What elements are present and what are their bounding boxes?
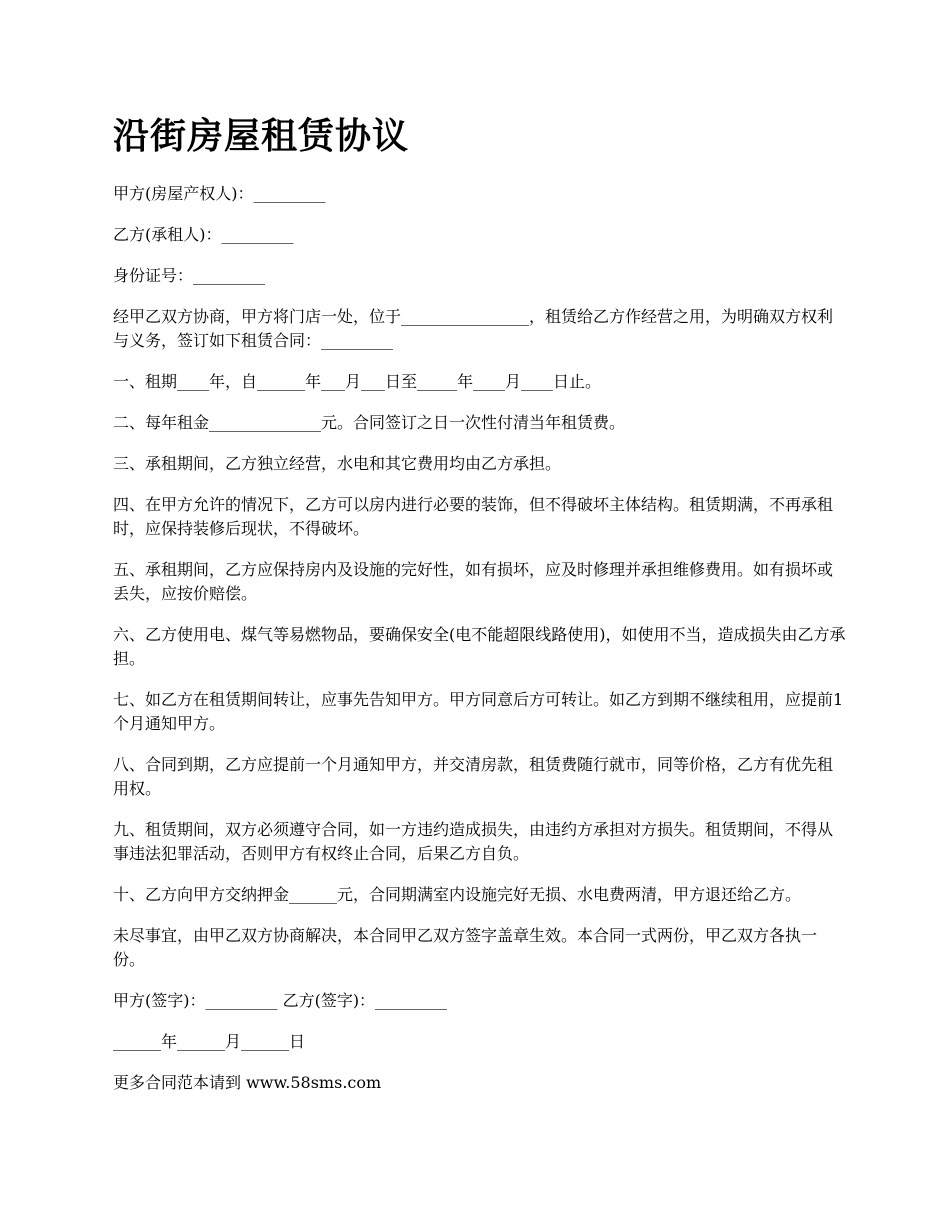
- footer-note: 更多合同范本请到 www.58sms.com: [113, 1073, 382, 1092]
- clause-1: 一、租期____年，自______年___月___日至_____年____月____日止。: [113, 372, 602, 391]
- clause-5: 五、承租期间，乙方应保持房内及设施的完好性，如有损坏，应及时修理并承担维修费用。如有损坏或丢失，应按价赔偿。: [113, 560, 834, 603]
- clause-2: 二、每年租金______________元。合同签订之日一次性付清当年租赁费。: [113, 413, 626, 432]
- document-title: 沿街房屋租赁协议: [113, 115, 410, 157]
- clause-4: 四、在甲方允许的情况下，乙方可以房内进行必要的装饰，但不得破坏主体结构。租赁期满，不再承租时，应保持装修后现状，不得破坏。: [113, 495, 834, 538]
- document-page: [113, 112, 848, 1112]
- clause-7: 七、如乙方在租赁期间转让，应事先告知甲方。甲方同意后方可转让。如乙方到期不继续租用，应提前1个月通知甲方。: [113, 690, 844, 733]
- party-b-line: 乙方(承租人)：_________: [113, 225, 294, 244]
- preamble-paragraph: 经甲乙双方协商，甲方将门店一处，位于________________，租赁给乙方作经营之用，为明确双方权利与义务，签订如下租赁合同：_________: [113, 307, 834, 350]
- closing-paragraph: 未尽事宜，由甲乙双方协商解决，本合同甲乙双方签字盖章生效。本合同一式两份，甲乙双方各执一份。: [113, 926, 818, 969]
- signature-line: 甲方(签字)：_________ 乙方(签字)：_________: [113, 991, 448, 1010]
- clause-6: 六、乙方使用电、煤气等易燃物品，要确保安全(电不能超限线路使用)，如使用不当，造成损失由乙方承担。: [113, 625, 846, 668]
- clause-3: 三、承租期间，乙方独立经营，水电和其它费用均由乙方承担。: [113, 454, 562, 473]
- id-number-line: 身份证号：_________: [113, 266, 266, 285]
- clause-10: 十、乙方向甲方交纳押金______元，合同期满室内设施完好无损、水电费两清，甲方退还给乙方。: [113, 885, 802, 904]
- clause-8: 八、合同到期，乙方应提前一个月通知甲方，并交清房款，租赁费随行就市，同等价格，乙方有优先租用权。: [113, 755, 834, 798]
- party-a-line: 甲方(房屋产权人)：_________: [113, 184, 326, 203]
- date-line: ______年______月______日: [113, 1032, 306, 1051]
- clause-9: 九、租赁期间，双方必须遵守合同，如一方违约造成损失，由违约方承担对方损失。租赁期间，不得从事违法犯罪活动，否则甲方有权终止合同，后果乙方自负。: [113, 820, 834, 863]
